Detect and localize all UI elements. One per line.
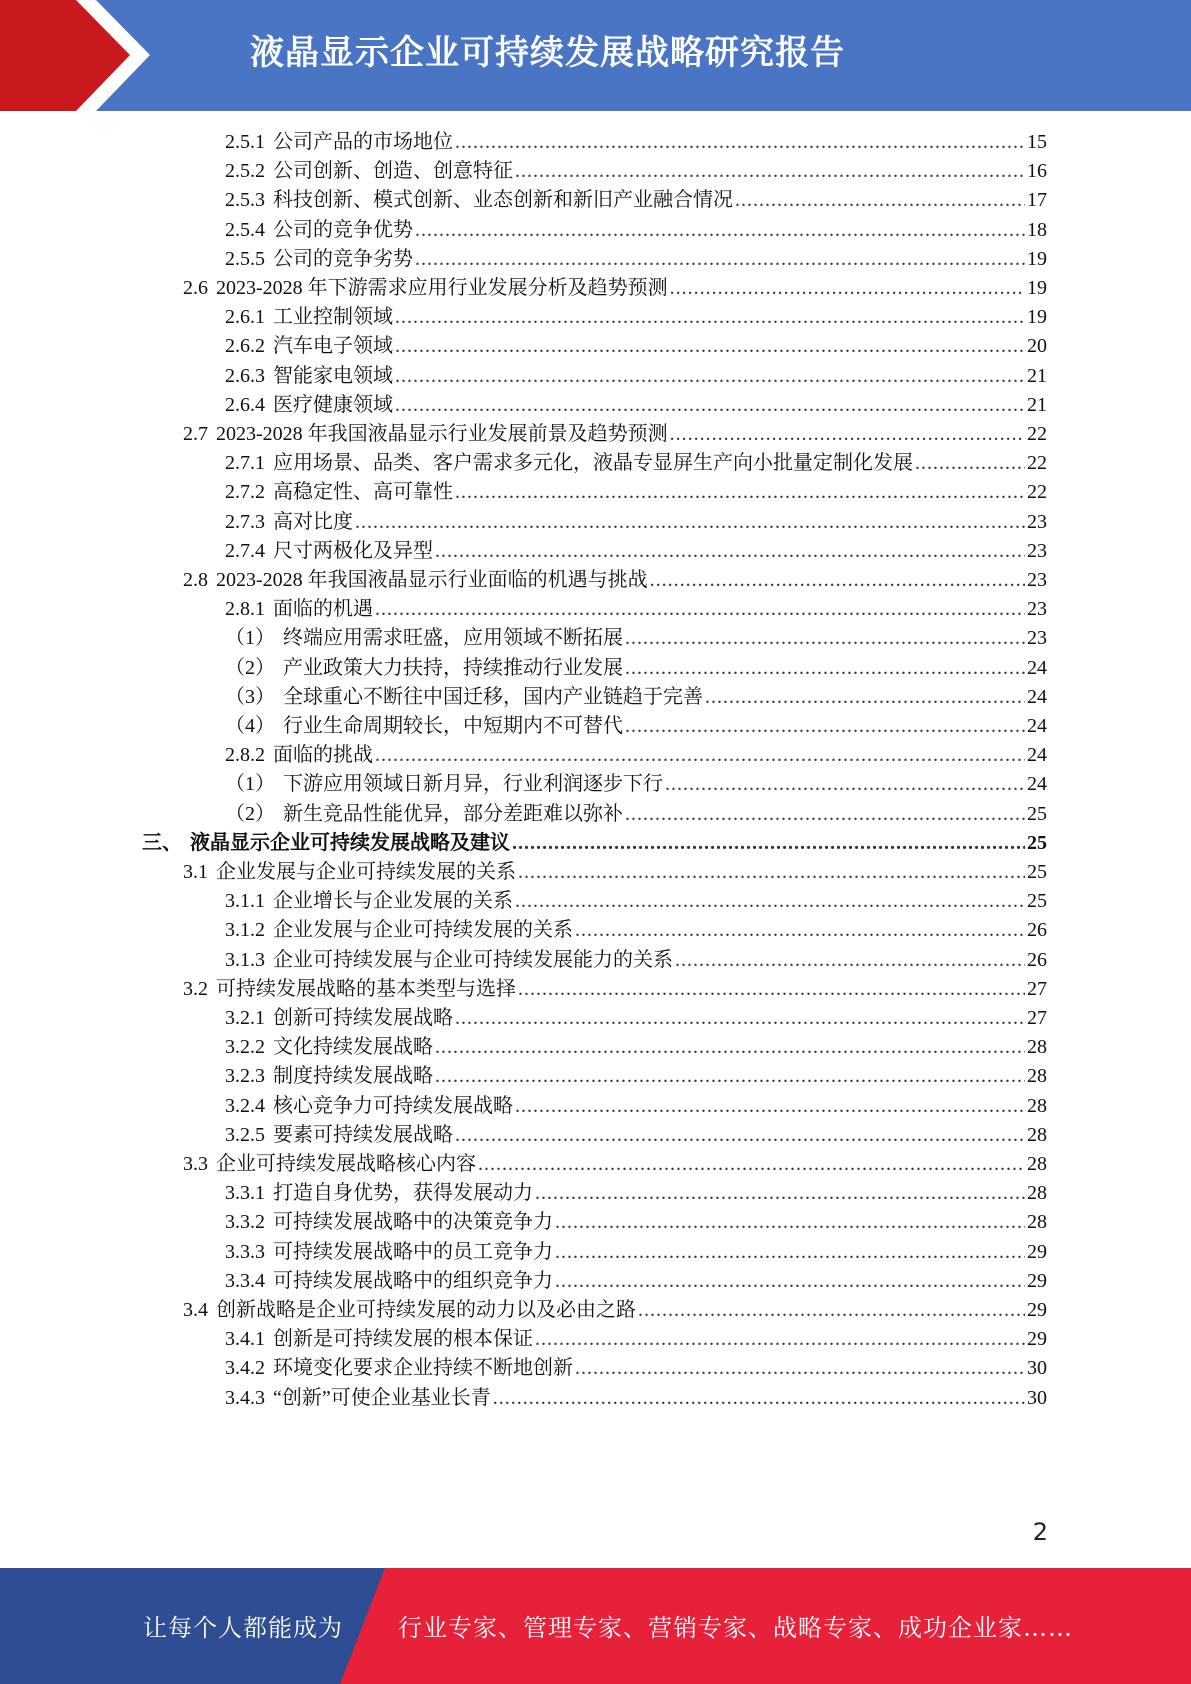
- toc-entry[interactable]: [225, 1207, 1047, 1238]
- toc-entry-title: 高稳定性、高可靠性: [273, 481, 453, 504]
- toc-dot-leader: [493, 1383, 1025, 1414]
- toc-entry[interactable]: [225, 331, 1047, 362]
- toc-entry[interactable]: [225, 1003, 1047, 1034]
- toc-entry-page: 23: [1027, 510, 1047, 533]
- toc-entry-number: 2.7.2: [225, 481, 265, 504]
- toc-entry[interactable]: [225, 390, 1047, 421]
- toc-entry[interactable]: [225, 244, 1047, 275]
- toc-entry[interactable]: [225, 127, 1047, 158]
- toc-entry[interactable]: [225, 1178, 1047, 1209]
- toc-entry[interactable]: [183, 974, 1047, 1005]
- toc-entry-number: 3.4: [183, 1299, 208, 1321]
- toc-entry[interactable]: [225, 1266, 1047, 1297]
- toc-dot-leader: [355, 507, 1025, 538]
- toc-entry-title: 打造自身优势，获得发展动力: [273, 1182, 533, 1205]
- toc-entry-title: 创新战略是企业可持续发展的动力以及必由之路: [216, 1299, 636, 1321]
- toc-entry[interactable]: [225, 799, 1047, 830]
- toc-entry-page: 26: [1027, 948, 1047, 971]
- toc-dot-leader: [555, 1207, 1025, 1238]
- toc-entry-title: 可持续发展战略的基本类型与选择: [216, 977, 516, 1000]
- toc-entry[interactable]: [183, 1149, 1047, 1180]
- toc-entry[interactable]: [183, 273, 1047, 304]
- toc-entry-number: 3.4.3: [225, 1386, 265, 1409]
- toc-entry[interactable]: [225, 769, 1047, 800]
- toc-dot-leader: [575, 915, 1025, 946]
- toc-dot-leader: [625, 623, 1025, 654]
- toc-entry-title: 医疗健康领域: [273, 393, 393, 416]
- toc-dot-leader: [535, 1178, 1025, 1209]
- toc-entry-number: 3.4.2: [225, 1357, 265, 1380]
- toc-entry-number: 2.5.4: [225, 218, 265, 241]
- toc-entry-number: 2.6.2: [225, 335, 265, 358]
- toc-entry-page: 18: [1027, 218, 1047, 241]
- toc-entry-page: 30: [1027, 1357, 1047, 1380]
- toc-dot-leader: [455, 477, 1025, 508]
- toc-entry-number: 3.2: [183, 977, 208, 1000]
- toc-entry[interactable]: [225, 682, 1047, 713]
- toc-entry-number: 2.6.1: [225, 306, 265, 329]
- toc-dot-leader: [535, 1324, 1025, 1355]
- toc-entry-number: 2.7.1: [225, 452, 265, 475]
- toc-entry-number: （2）: [225, 802, 275, 825]
- toc-dot-leader: [670, 419, 1025, 450]
- toc-entry-page: 25: [1027, 802, 1047, 825]
- toc-entry-page: 15: [1027, 131, 1047, 153]
- toc-entry-title: “创新”可使企业基业长青: [273, 1386, 491, 1409]
- toc-entry-number: （1）: [225, 627, 275, 650]
- toc-entry-page: 25: [1027, 861, 1047, 883]
- toc-dot-leader: [395, 302, 1025, 333]
- toc-entry-title: 2023-2028 年我国液晶显示行业面临的机遇与挑战: [216, 569, 648, 591]
- toc-entry-page: 24: [1027, 773, 1047, 796]
- toc-entry-number: 3.3.1: [225, 1182, 265, 1205]
- toc-dot-leader: [512, 828, 1025, 859]
- toc-entry-page: 19: [1027, 277, 1047, 299]
- toc-entry-number: 3.2.3: [225, 1065, 265, 1088]
- toc-entry[interactable]: [225, 1353, 1047, 1384]
- toc-entry-title: 企业增长与企业发展的关系: [273, 890, 513, 913]
- toc-dot-leader: [455, 1120, 1025, 1151]
- toc-entry-title: 公司的竞争劣势: [273, 247, 413, 270]
- toc-entry-page: 24: [1027, 656, 1047, 679]
- toc-entry-title: 公司的竞争优势: [273, 218, 413, 241]
- toc-entry-page: 27: [1027, 977, 1047, 1000]
- toc-dot-leader: [650, 565, 1025, 596]
- toc-dot-leader: [435, 1061, 1025, 1092]
- toc-entry[interactable]: [225, 1120, 1047, 1151]
- toc-entry-title: 环境变化要求企业持续不断地创新: [273, 1357, 573, 1380]
- toc-entry-number: 3.3: [183, 1153, 208, 1175]
- toc-entry-page: 28: [1027, 1036, 1047, 1059]
- toc-entry-title: 全球重心不断往中国迁移，国内产业链趋于完善: [283, 685, 703, 708]
- toc-entry-title: 企业可持续发展战略核心内容: [216, 1153, 476, 1175]
- toc-entry-page: 16: [1027, 160, 1047, 183]
- toc-entry[interactable]: [225, 1324, 1047, 1355]
- toc-entry-title: 智能家电领域: [273, 364, 393, 387]
- toc-entry[interactable]: [183, 419, 1047, 450]
- toc-entry-page: 21: [1027, 364, 1047, 387]
- toc-dot-leader: [515, 886, 1025, 917]
- toc-dot-leader: [455, 127, 1025, 158]
- toc-entry[interactable]: [225, 886, 1047, 917]
- toc-entry[interactable]: [142, 828, 1047, 859]
- toc-entry-title: 创新是可持续发展的根本保证: [273, 1328, 533, 1351]
- toc-entry-title: 下游应用领域日新月异，行业利润逐步下行: [283, 773, 663, 796]
- toc-entry[interactable]: [225, 361, 1047, 392]
- toc-entry[interactable]: [183, 1295, 1047, 1326]
- toc-dot-leader: [705, 682, 1025, 713]
- toc-entry-page: 22: [1027, 452, 1047, 475]
- toc-entry-title: 制度持续发展战略: [273, 1065, 433, 1088]
- toc-entry-page: 27: [1027, 1007, 1047, 1029]
- toc-entry-number: 3.3.3: [225, 1240, 265, 1263]
- toc-entry-page: 29: [1027, 1269, 1047, 1292]
- toc-entry[interactable]: [225, 536, 1047, 567]
- toc-entry-page: 23: [1027, 627, 1047, 650]
- page-number: 2: [1032, 1518, 1048, 1546]
- toc-entry-title: 终端应用需求旺盛，应用领域不断拓展: [283, 627, 623, 650]
- toc-dot-leader: [625, 653, 1025, 684]
- toc-entry-page: 28: [1027, 1211, 1047, 1234]
- toc-entry-page: 25: [1027, 890, 1047, 913]
- toc-entry-page: 23: [1027, 598, 1047, 621]
- toc-entry-page: 19: [1027, 306, 1047, 329]
- toc-dot-leader: [575, 1353, 1025, 1384]
- toc-dot-leader: [395, 390, 1025, 421]
- toc-entry-title: 可持续发展战略中的决策竞争力: [273, 1211, 553, 1234]
- toc-entry-title: 新生竞品性能优异，部分差距难以弥补: [283, 802, 623, 825]
- toc-entry-page: 28: [1027, 1065, 1047, 1088]
- toc-entry[interactable]: [225, 915, 1047, 946]
- toc-entry-number: 3.3.4: [225, 1269, 265, 1292]
- toc-dot-leader: [478, 1149, 1025, 1180]
- toc-dot-leader: [675, 945, 1025, 976]
- toc-entry-number: 3.3.2: [225, 1211, 265, 1234]
- toc-entry-page: 22: [1027, 423, 1047, 445]
- toc-entry[interactable]: [183, 857, 1047, 888]
- toc-dot-leader: [395, 331, 1025, 362]
- toc-entry-number: 2.5.3: [225, 189, 265, 212]
- page-header: [0, 0, 1191, 111]
- toc-entry-number: 2.7.3: [225, 510, 265, 533]
- toc-entry-number: 2.5.2: [225, 160, 265, 183]
- toc-dot-leader: [625, 711, 1025, 742]
- report-title: 液晶显示企业可持续发展战略研究报告: [250, 33, 845, 73]
- toc-dot-leader: [555, 1237, 1025, 1268]
- toc-entry-page: 29: [1027, 1240, 1047, 1263]
- toc-entry-page: 17: [1027, 189, 1047, 212]
- toc-entry-title: 尺寸两极化及异型: [273, 539, 433, 562]
- toc-entry-number: 2.6: [183, 277, 208, 299]
- toc-entry-number: 3.4.1: [225, 1328, 265, 1351]
- toc-entry-title: 2023-2028 年下游需求应用行业发展分析及趋势预测: [216, 277, 668, 299]
- toc-entry[interactable]: [225, 1061, 1047, 1092]
- toc-entry-title: 文化持续发展战略: [273, 1036, 433, 1059]
- toc-entry[interactable]: [225, 215, 1047, 246]
- toc-entry-number: 3.2.1: [225, 1007, 265, 1029]
- toc-dot-leader: [665, 769, 1025, 800]
- toc-entry-page: 28: [1027, 1094, 1047, 1117]
- toc-entry-page: 29: [1027, 1299, 1047, 1321]
- toc-entry-page: 23: [1027, 539, 1047, 562]
- toc-dot-leader: [375, 594, 1025, 625]
- toc-entry-number: （3）: [225, 685, 275, 708]
- toc-entry-title: 应用场景、品类、客户需求多元化，液晶专显屏生产向小批量定制化发展: [273, 452, 913, 475]
- toc-entry[interactable]: [225, 156, 1047, 187]
- toc-entry-title: 液晶显示企业可持续发展战略及建议: [190, 831, 510, 854]
- toc-dot-leader: [435, 1032, 1025, 1063]
- toc-entry-title: 行业生命周期较长，中短期内不可替代: [283, 715, 623, 737]
- toc-entry-number: 2.7.4: [225, 539, 265, 562]
- toc-entry-title: 面临的挑战: [273, 744, 373, 767]
- toc-entry[interactable]: [225, 507, 1047, 538]
- toc-entry[interactable]: [225, 477, 1047, 508]
- toc-entry-title: 科技创新、模式创新、业态创新和新旧产业融合情况: [273, 189, 733, 212]
- toc-entry-title: 创新可持续发展战略: [273, 1007, 453, 1029]
- footer-slogan-right: 行业专家、管理专家、营销专家、战略专家、成功企业家……: [398, 1614, 1073, 1642]
- toc-entry-page: 28: [1027, 1153, 1047, 1175]
- toc-dot-leader: [915, 448, 1025, 479]
- toc-dot-leader: [395, 361, 1025, 392]
- toc-entry-number: 2.6.3: [225, 364, 265, 387]
- toc-entry-title: 可持续发展战略中的组织竞争力: [273, 1269, 553, 1292]
- toc-entry-number: 2.8.1: [225, 598, 265, 621]
- toc-entry[interactable]: [225, 448, 1047, 479]
- toc-entry-title: 高对比度: [273, 510, 353, 533]
- toc-entry-title: 2023-2028 年我国液晶显示行业发展前景及趋势预测: [216, 423, 668, 445]
- toc-entry-number: 3.2.4: [225, 1094, 265, 1117]
- toc-entry-page: 26: [1027, 919, 1047, 942]
- toc-entry-number: 2.5.1: [225, 131, 265, 153]
- toc-entry-title: 工业控制领域: [273, 306, 393, 329]
- toc-entry-number: （4）: [225, 715, 275, 737]
- toc-entry-number: 2.6.4: [225, 393, 265, 416]
- toc-entry-number: 2.5.5: [225, 247, 265, 270]
- toc-entry[interactable]: [225, 1383, 1047, 1414]
- toc-entry-title: 核心竞争力可持续发展战略: [273, 1094, 513, 1117]
- toc-entry-page: 24: [1027, 715, 1047, 737]
- toc-entry-number: 3.1.3: [225, 948, 265, 971]
- toc-dot-leader: [415, 244, 1025, 275]
- toc-entry-page: 24: [1027, 744, 1047, 767]
- toc-entry-title: 公司产品的市场地位: [273, 131, 453, 153]
- toc-entry-number: 2.8.2: [225, 744, 265, 767]
- toc-entry-title: 要素可持续发展战略: [273, 1123, 453, 1146]
- toc-dot-leader: [670, 273, 1025, 304]
- toc-entry-page: 28: [1027, 1123, 1047, 1146]
- toc-entry-page: 30: [1027, 1386, 1047, 1409]
- toc-dot-leader: [375, 740, 1025, 771]
- toc-entry-number: 三、: [142, 831, 182, 854]
- toc-entry-page: 21: [1027, 393, 1047, 416]
- toc-entry-number: 3.2.2: [225, 1036, 265, 1059]
- toc-entry-page: 22: [1027, 481, 1047, 504]
- toc-entry-page: 19: [1027, 247, 1047, 270]
- toc-entry[interactable]: [225, 623, 1047, 654]
- toc-entry[interactable]: [225, 711, 1047, 742]
- toc-dot-leader: [518, 857, 1025, 888]
- toc-dot-leader: [638, 1295, 1025, 1326]
- toc-dot-leader: [415, 215, 1025, 246]
- toc-entry[interactable]: [225, 185, 1047, 216]
- toc-entry-title: 可持续发展战略中的员工竞争力: [273, 1240, 553, 1263]
- header-red-chevron: [0, 0, 150, 111]
- toc-dot-leader: [518, 974, 1025, 1005]
- toc-entry-number: （2）: [225, 656, 275, 679]
- toc-entry[interactable]: [225, 740, 1047, 771]
- footer-slogan-left: 让每个人都能成为: [143, 1614, 343, 1642]
- toc-entry-title: 面临的机遇: [273, 598, 373, 621]
- toc-entry-title: 产业政策大力扶持，持续推动行业发展: [283, 656, 623, 679]
- toc-entry-number: （1）: [225, 773, 275, 796]
- toc-entry-page: 20: [1027, 335, 1047, 358]
- toc-entry[interactable]: [183, 565, 1047, 596]
- toc-entry-page: 23: [1027, 569, 1047, 591]
- toc-entry[interactable]: [225, 1237, 1047, 1268]
- toc-entry-page: 24: [1027, 685, 1047, 708]
- toc-dot-leader: [515, 156, 1025, 187]
- toc-entry-title: 企业发展与企业可持续发展的关系: [216, 861, 516, 883]
- toc-entry-page: 28: [1027, 1182, 1047, 1205]
- toc-dot-leader: [735, 185, 1025, 216]
- toc-entry[interactable]: [225, 302, 1047, 333]
- toc-entry-title: 企业可持续发展与企业可持续发展能力的关系: [273, 948, 673, 971]
- toc-entry-number: 3.2.5: [225, 1123, 265, 1146]
- toc-entry-number: 2.7: [183, 423, 208, 445]
- toc-entry[interactable]: [225, 594, 1047, 625]
- toc-dot-leader: [625, 799, 1025, 830]
- toc-entry[interactable]: [225, 945, 1047, 976]
- toc-entry-number: 2.8: [183, 569, 208, 591]
- toc-entry-number: 3.1: [183, 861, 208, 883]
- toc-dot-leader: [515, 1091, 1025, 1122]
- toc-entry-page: 29: [1027, 1328, 1047, 1351]
- page-footer: [0, 1568, 1191, 1684]
- toc-entry[interactable]: [225, 653, 1047, 684]
- toc-entry-number: 3.1.1: [225, 890, 265, 913]
- toc-entry-number: 3.1.2: [225, 919, 265, 942]
- toc-entry[interactable]: [225, 1032, 1047, 1063]
- toc-entry-title: 公司创新、创造、创意特征: [273, 160, 513, 183]
- toc-entry-title: 企业发展与企业可持续发展的关系: [273, 919, 573, 942]
- toc-dot-leader: [435, 536, 1025, 567]
- toc-dot-leader: [555, 1266, 1025, 1297]
- toc-entry[interactable]: [225, 1091, 1047, 1122]
- toc-entry-page: 25: [1027, 831, 1047, 854]
- toc-dot-leader: [455, 1003, 1025, 1034]
- toc-entry-title: 汽车电子领域: [273, 335, 393, 358]
